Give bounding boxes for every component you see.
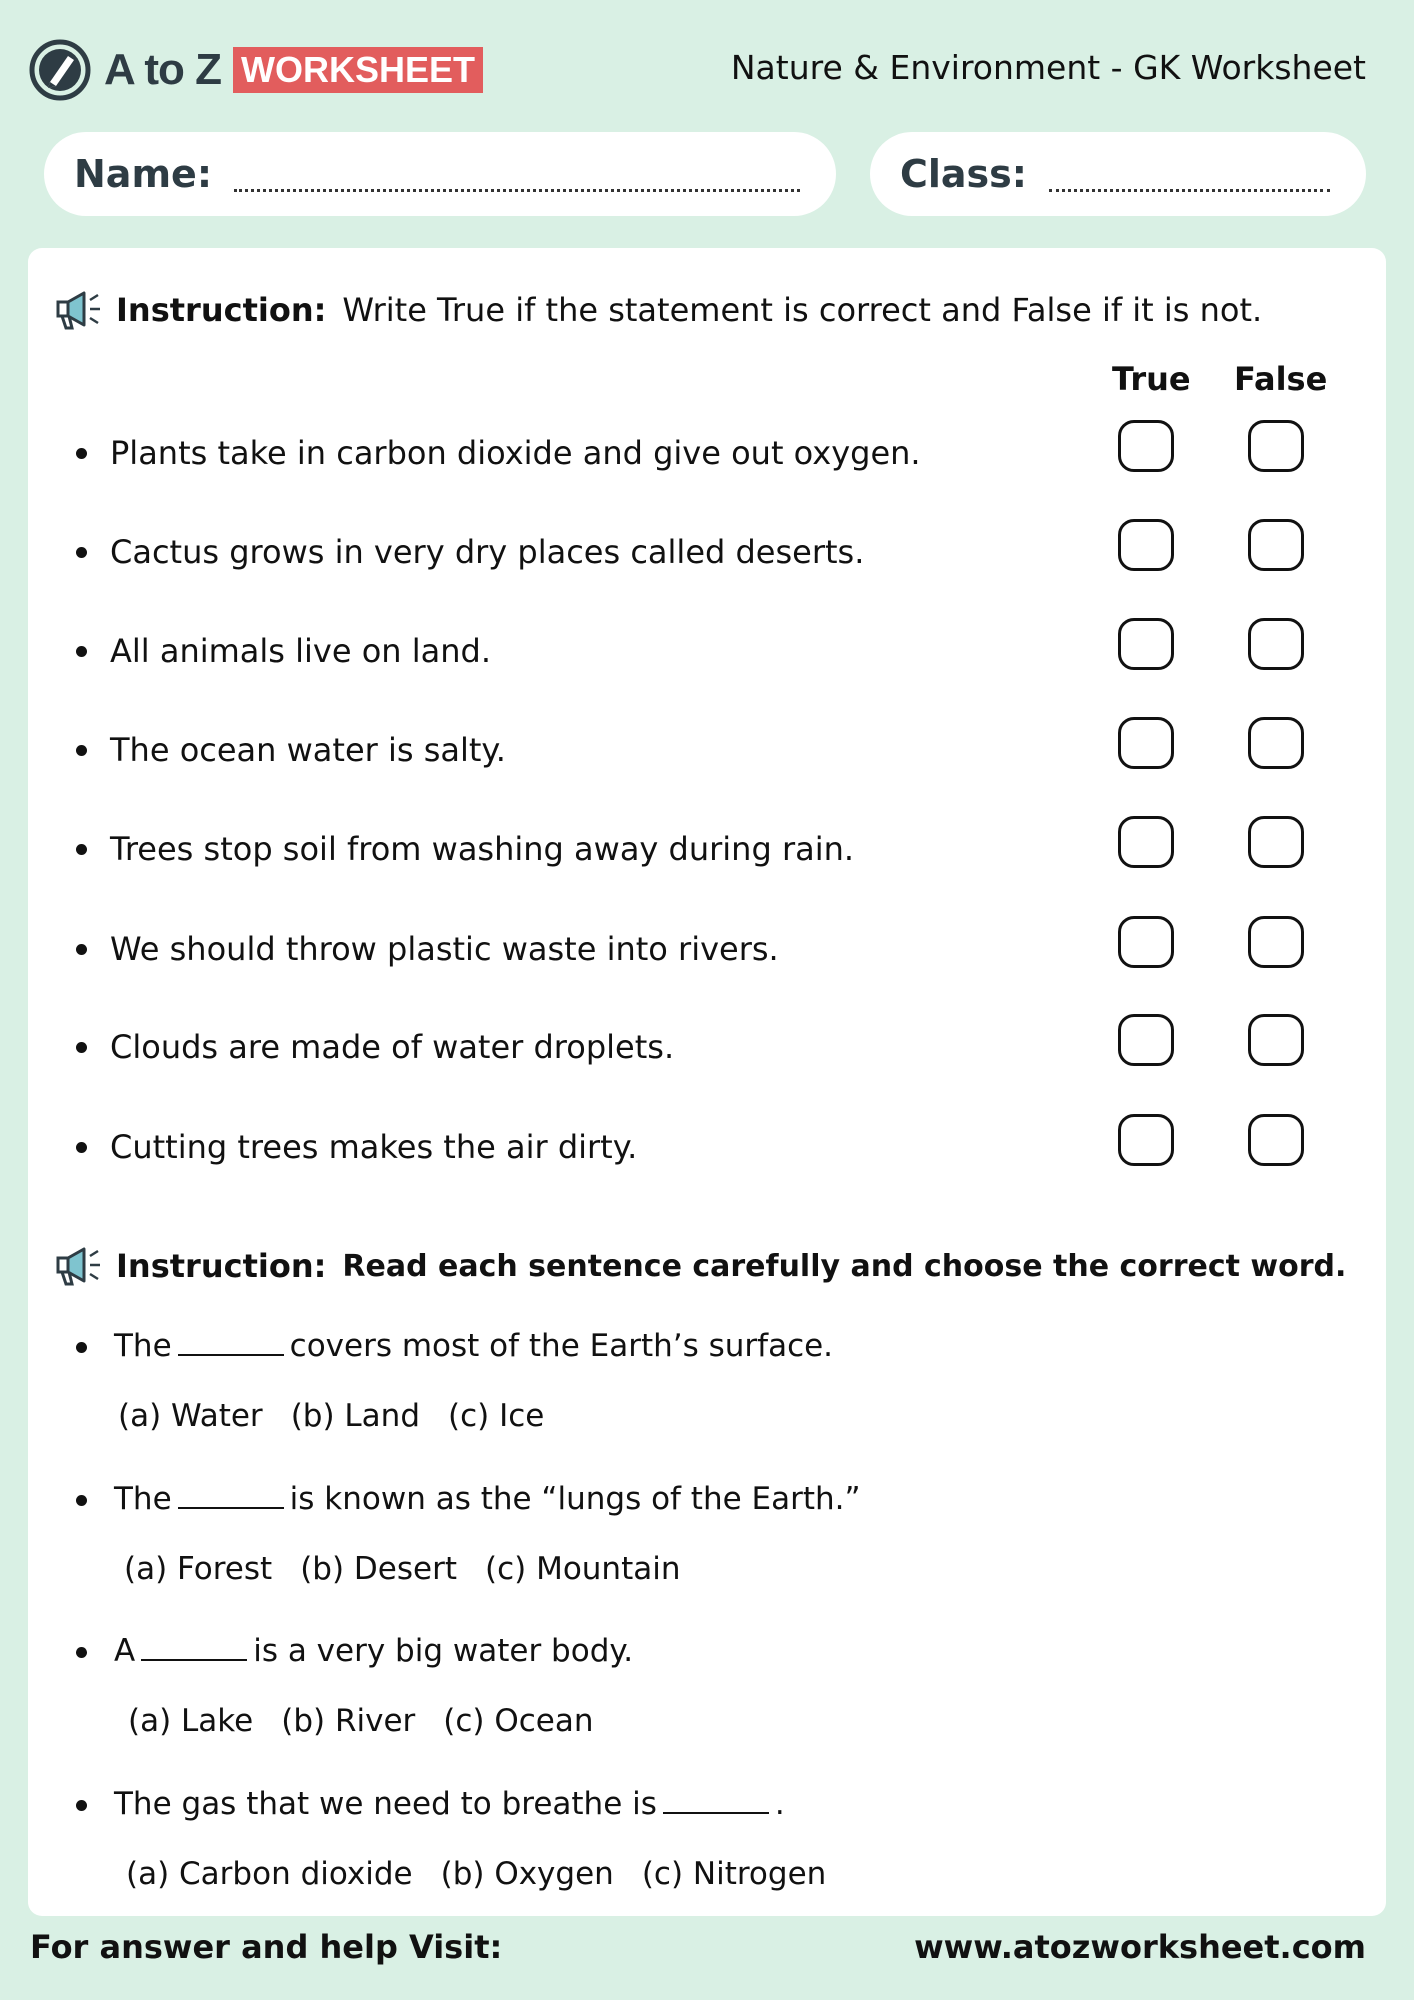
- statement-text: Cutting trees makes the air dirty.: [110, 1128, 638, 1166]
- false-checkbox[interactable]: [1248, 420, 1304, 472]
- site-logo: [28, 38, 483, 102]
- false-checkbox[interactable]: [1248, 519, 1304, 571]
- option[interactable]: (b) Land: [290, 1398, 421, 1434]
- name-label: Name:: [74, 152, 213, 196]
- pencil-logo-icon: [28, 38, 92, 102]
- true-checkbox[interactable]: [1118, 519, 1174, 571]
- option[interactable]: (a) Lake: [128, 1703, 254, 1739]
- instruction-text: Write True if the statement is correct and False if it is not.: [342, 291, 1263, 329]
- question-text: [114, 1629, 633, 1669]
- option[interactable]: (c) Nitrogen: [641, 1856, 827, 1892]
- true-checkbox[interactable]: [1118, 916, 1174, 968]
- answer-blank[interactable]: [178, 1324, 284, 1356]
- instruction-true-false: [54, 288, 1262, 332]
- statement-text: Clouds are made of water droplets.: [110, 1028, 675, 1066]
- statement-row: [28, 618, 1386, 688]
- bullet: [76, 1800, 87, 1811]
- header: [0, 0, 1414, 130]
- megaphone-icon: [54, 288, 104, 332]
- question-before: The: [114, 1481, 172, 1517]
- false-checkbox[interactable]: [1248, 1014, 1304, 1066]
- question-before: The gas that we need to breathe is: [114, 1786, 657, 1822]
- option[interactable]: (b) Desert: [300, 1551, 457, 1587]
- answer-blank[interactable]: [141, 1629, 247, 1661]
- worksheet-card: [28, 248, 1386, 1916]
- statement-text: We should throw plastic waste into rivers.: [110, 930, 779, 968]
- megaphone-icon: [54, 1244, 104, 1288]
- option[interactable]: (b) Oxygen: [440, 1856, 614, 1892]
- instruction-choose-word: [54, 1244, 1346, 1288]
- column-true-header: True: [1112, 360, 1191, 398]
- option-list: [118, 1398, 572, 1434]
- statement-row: [28, 816, 1386, 886]
- false-checkbox[interactable]: [1248, 618, 1304, 670]
- statement-row: [28, 420, 1386, 490]
- statement-text: Cactus grows in very dry places called deserts.: [110, 533, 865, 571]
- option[interactable]: (c) Ice: [448, 1398, 545, 1434]
- false-checkbox[interactable]: [1248, 816, 1304, 868]
- instruction-text: Read each sentence carefully and choose the correct word.: [342, 1248, 1347, 1284]
- bullet: [76, 646, 87, 657]
- footer-help-text: For answer and help Visit:: [30, 1928, 503, 1966]
- bullet: [76, 1042, 87, 1053]
- question-text: [114, 1782, 785, 1822]
- option[interactable]: (b) River: [281, 1703, 416, 1739]
- name-field[interactable]: [44, 132, 836, 216]
- logo-text: A to Z: [104, 45, 221, 94]
- true-checkbox[interactable]: [1118, 1014, 1174, 1066]
- question-after: covers most of the Earth’s surface.: [289, 1328, 834, 1364]
- bullet: [76, 547, 87, 558]
- option-list: [128, 1703, 622, 1739]
- question-before: The: [114, 1328, 172, 1364]
- bullet: [76, 1647, 87, 1658]
- footer-website-link[interactable]: www.atozworksheet.com: [914, 1928, 1366, 1966]
- option[interactable]: (c) Mountain: [484, 1551, 681, 1587]
- bullet: [76, 1142, 87, 1153]
- question-after: is a very big water body.: [253, 1633, 634, 1669]
- answer-blank[interactable]: [663, 1782, 769, 1814]
- true-checkbox[interactable]: [1118, 717, 1174, 769]
- true-checkbox[interactable]: [1118, 618, 1174, 670]
- bullet: [76, 944, 87, 955]
- instruction-label: Instruction:: [116, 1247, 327, 1285]
- statement-row: [28, 1014, 1386, 1084]
- statement-text: Plants take in carbon dioxide and give out oxygen.: [110, 434, 921, 472]
- name-write-line[interactable]: [234, 169, 800, 192]
- answer-blank[interactable]: [178, 1477, 284, 1509]
- true-checkbox[interactable]: [1118, 1114, 1174, 1166]
- bullet: [76, 745, 87, 756]
- statement-text: The ocean water is salty.: [110, 731, 506, 769]
- option[interactable]: (c) Ocean: [443, 1703, 594, 1739]
- statement-row: [28, 519, 1386, 589]
- bullet: [76, 1342, 87, 1353]
- statement-row: [28, 916, 1386, 986]
- question-after: is known as the “lungs of the Earth.”: [289, 1481, 861, 1517]
- statement-text: Trees stop soil from washing away during rain.: [110, 830, 855, 868]
- bullet: [76, 844, 87, 855]
- question-after: .: [774, 1786, 785, 1822]
- option[interactable]: (a) Carbon dioxide: [126, 1856, 413, 1892]
- question-before: A: [114, 1633, 136, 1669]
- true-checkbox[interactable]: [1118, 420, 1174, 472]
- logo-badge: WORKSHEET: [233, 47, 483, 93]
- statement-row: [28, 1114, 1386, 1184]
- true-checkbox[interactable]: [1118, 816, 1174, 868]
- option-list: [126, 1856, 854, 1892]
- statement-row: [28, 717, 1386, 787]
- option[interactable]: (a) Water: [118, 1398, 263, 1434]
- question-text: [114, 1324, 833, 1364]
- bullet: [76, 1495, 87, 1506]
- class-write-line[interactable]: [1049, 169, 1330, 192]
- column-false-header: False: [1234, 360, 1328, 398]
- option[interactable]: (a) Forest: [124, 1551, 273, 1587]
- option-list: [124, 1551, 709, 1587]
- class-field[interactable]: [870, 132, 1366, 216]
- bullet: [76, 448, 87, 459]
- question-text: [114, 1477, 861, 1517]
- false-checkbox[interactable]: [1248, 717, 1304, 769]
- statement-text: All animals live on land.: [110, 632, 492, 670]
- false-checkbox[interactable]: [1248, 1114, 1304, 1166]
- false-checkbox[interactable]: [1248, 916, 1304, 968]
- worksheet-title: Nature & Environment - GK Worksheet: [730, 48, 1366, 87]
- class-label: Class:: [900, 152, 1027, 196]
- instruction-label: Instruction:: [116, 291, 327, 329]
